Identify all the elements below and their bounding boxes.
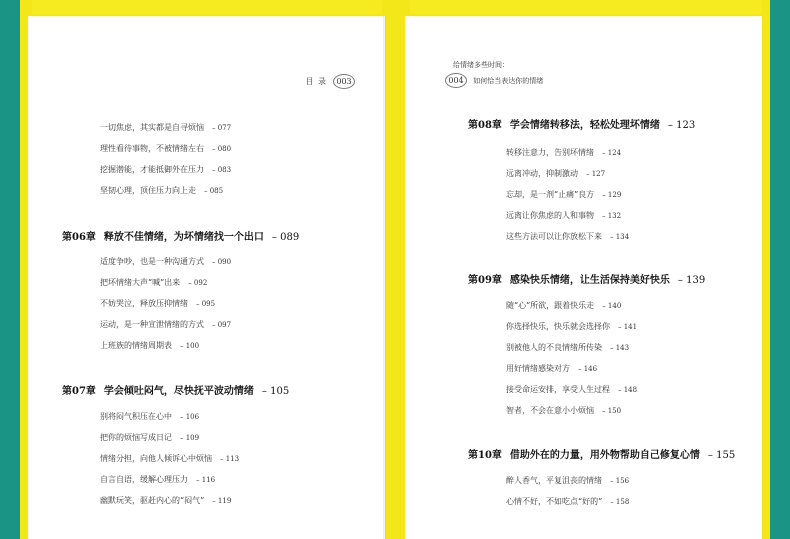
toc-entry-page: – 083 — [212, 166, 232, 174]
toc-entry — [100, 411, 199, 422]
toc-entry — [100, 122, 231, 133]
toc-entry-page: – 146 — [578, 365, 598, 373]
right-page-number: 004 — [445, 73, 467, 88]
toc-entry-title: 理性看待事物，不被情绪左右 — [100, 144, 204, 153]
toc-entry-title: 把坏情绪大声“喊”出来 — [100, 278, 181, 287]
chapter-number: 第07章 — [62, 386, 96, 397]
toc-entry-page: – 113 — [220, 455, 240, 463]
chapter-page: – 155 — [707, 450, 736, 461]
toc-entry — [100, 495, 231, 506]
toc-entry — [100, 432, 199, 443]
toc-entry-page: – 097 — [212, 321, 232, 329]
toc-entry — [506, 321, 637, 332]
left-page — [28, 16, 385, 539]
toc-entry-title: 坚韧心理，顶住压力向上走 — [100, 186, 196, 195]
toc-entry — [100, 256, 231, 267]
right-page-header — [445, 57, 543, 89]
spine-shadow — [383, 16, 387, 539]
toc-entry — [100, 319, 231, 330]
toc-entry-title: 别将闷气积压在心中 — [100, 412, 172, 421]
toc-entry — [506, 300, 621, 311]
toc-header-title: 目 录 — [305, 77, 327, 86]
chapter-page: – 139 — [677, 275, 706, 286]
toc-entry-page: – 100 — [180, 342, 200, 350]
chapter-number: 第06章 — [62, 232, 96, 243]
toc-entry-page: – 158 — [610, 498, 630, 506]
toc-entry-title: 这些方法可以让你放松下来 — [506, 232, 602, 241]
left-page-number: 003 — [333, 74, 355, 89]
toc-entry-page: – 132 — [602, 212, 622, 220]
chapter-number: 第09章 — [468, 275, 502, 286]
toc-entry-title: 智者，不会在意小小烦恼 — [506, 406, 594, 415]
toc-entry — [506, 210, 621, 221]
toc-entry-page: – 106 — [180, 413, 200, 421]
toc-entry-title: 你选择快乐，快乐就会选择你 — [506, 322, 610, 331]
yellow-top-left — [32, 0, 382, 14]
toc-entry-title: 转移注意力，告别坏情绪 — [506, 148, 594, 157]
toc-entry-page: – 085 — [204, 187, 224, 195]
toc-entry — [506, 496, 629, 507]
toc-entry — [506, 189, 621, 200]
chapter-title: 释放不佳情绪，为坏情绪找一个出口 — [103, 232, 264, 243]
toc-entry-title: 接受命运安排，享受人生过程 — [506, 385, 610, 394]
toc-entry-page: – 143 — [610, 344, 630, 352]
yellow-top-right — [410, 0, 762, 14]
chapter-heading — [468, 116, 695, 131]
toc-entry-page: – 092 — [188, 279, 208, 287]
toc-entry — [100, 474, 215, 485]
toc-entry-page: – 095 — [196, 300, 216, 308]
toc-entry-page: – 127 — [586, 170, 606, 178]
toc-entry — [100, 164, 231, 175]
toc-entry-page: – 116 — [196, 476, 216, 484]
toc-entry-page: – 150 — [602, 407, 622, 415]
toc-entry-title: 运动，是一种宣泄情绪的方式 — [100, 320, 204, 329]
chapter-heading — [468, 446, 735, 461]
toc-entry-title: 挖掘潜能，才能抵御外在压力 — [100, 165, 204, 174]
toc-entry — [100, 185, 223, 196]
toc-entry-page: – 119 — [212, 497, 232, 505]
chapter-number: 第10章 — [468, 450, 502, 461]
toc-entry-title: 用好情绪感染对方 — [506, 364, 570, 373]
toc-entry-page: – 129 — [602, 191, 622, 199]
toc-entry — [506, 231, 629, 242]
toc-entry-title: 醉人香气，平复沮丧的情绪 — [506, 476, 602, 485]
toc-entry-title: 别被他人的不良情绪所传染 — [506, 343, 602, 352]
toc-entry-page: – 148 — [618, 386, 638, 394]
toc-entry-title: 随“心”所欲，跟着快乐走 — [506, 301, 595, 310]
toc-entry-page: – 140 — [602, 302, 622, 310]
toc-entry-title: 适度争吵，也是一种沟通方式 — [100, 257, 204, 266]
chapter-heading — [62, 228, 299, 243]
chapter-title: 学会倾吐闷气，尽快抚平波动情绪 — [103, 386, 254, 397]
toc-entry — [100, 453, 239, 464]
toc-entry-page: – 090 — [212, 258, 232, 266]
running-title-line1: 给情绪多些时间： — [453, 61, 509, 69]
chapter-page: – 089 — [271, 232, 300, 243]
toc-entry-title: 把你的烦恼写成日记 — [100, 433, 172, 442]
toc-entry-title: 忘却，是一剂“止痛”良方 — [506, 190, 595, 199]
chapter-heading — [62, 382, 289, 397]
left-page-header — [305, 74, 355, 89]
toc-entry — [506, 147, 621, 158]
toc-entry — [100, 340, 199, 351]
chapter-page: – 105 — [261, 386, 290, 397]
toc-entry — [506, 168, 605, 179]
toc-entry — [506, 363, 597, 374]
right-page — [405, 16, 762, 539]
running-title-line2: 如何恰当表达你的情绪 — [473, 77, 544, 85]
toc-entry-page: – 156 — [610, 477, 630, 485]
toc-entry — [100, 277, 207, 288]
toc-entry-title: 自言自语，缓解心理压力 — [100, 475, 188, 484]
toc-entry — [506, 475, 629, 486]
chapter-title: 学会情绪转移法，轻松处理坏情绪 — [509, 120, 660, 131]
toc-entry-title: 幽默玩笑，驱赶内心的“闷气” — [100, 496, 205, 505]
chapter-title: 感染快乐情绪，让生活保持美好快乐 — [509, 275, 670, 286]
toc-entry-title: 一切焦虑，其实都是自寻烦恼 — [100, 123, 204, 132]
toc-entry-page: – 124 — [602, 149, 622, 157]
chapter-title: 借助外在的力量，用外物帮助自己修复心情 — [509, 450, 700, 461]
toc-entry-title: 不妨哭泣，释放压抑情绪 — [100, 299, 188, 308]
toc-entry-page: – 077 — [212, 124, 232, 132]
toc-entry-title: 情绪分担，向他人倾诉心中烦恼 — [100, 454, 212, 463]
toc-entry-page: – 141 — [618, 323, 638, 331]
toc-entry-title: 上班族的情绪周期表 — [100, 341, 172, 350]
toc-entry — [506, 342, 629, 353]
toc-entry — [506, 384, 637, 395]
toc-entry — [100, 143, 231, 154]
toc-entry-title: 远离冲动，抑制激动 — [506, 169, 578, 178]
toc-entry — [506, 405, 621, 416]
chapter-number: 第08章 — [468, 120, 502, 131]
toc-entry-page: – 109 — [180, 434, 200, 442]
toc-entry-title: 心情不好，不如吃点“好的” — [506, 497, 603, 506]
toc-entry — [100, 298, 215, 309]
chapter-page: – 123 — [667, 120, 696, 131]
toc-entry-page: – 080 — [212, 145, 232, 153]
chapter-heading — [468, 271, 705, 286]
toc-entry-title: 远离让你焦虑的人和事物 — [506, 211, 594, 220]
toc-entry-page: – 134 — [610, 233, 630, 241]
